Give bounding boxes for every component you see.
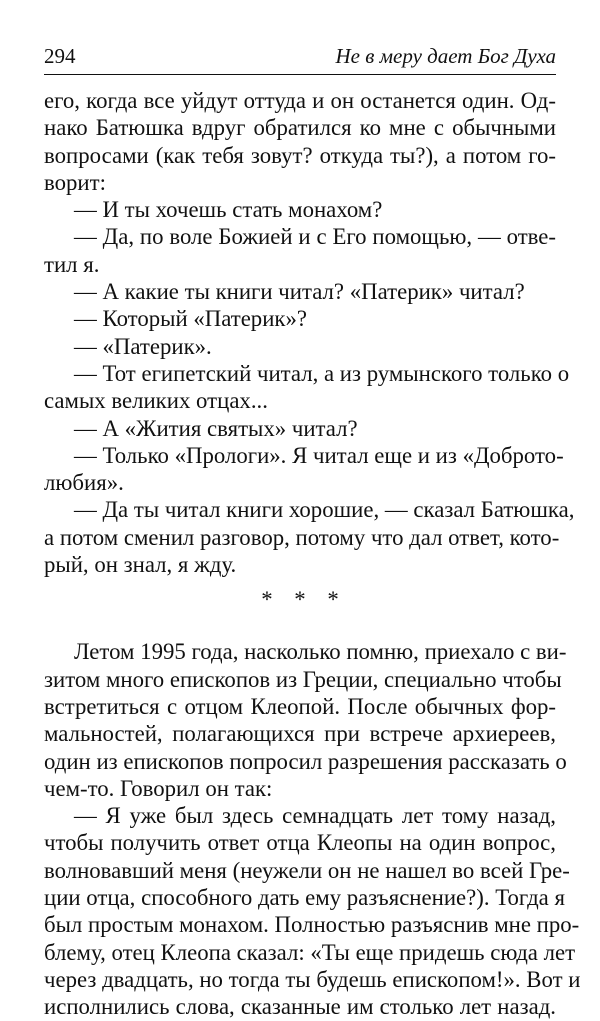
body-text — [44, 87, 581, 1021]
text-line: — И ты хочешь стать монахом? — [74, 197, 383, 223]
section-separator: * * * — [261, 587, 347, 613]
text-line: — Тот египетский читал, а из румынского только о — [74, 360, 570, 386]
text-line: — Который «Патерик»? — [74, 306, 307, 332]
text-line: — Да ты читал книги хорошие, — сказал Батюшка, — [74, 497, 575, 523]
text-line: волновавший меня (неужели он не нашел во всей Гре- — [44, 857, 570, 883]
text-line: блему, отец Клеопа сказал: «Ты еще придешь сюда лет — [44, 939, 576, 965]
text-line: а потом сменил разговор, потому что дал ответ, кото- — [44, 524, 560, 550]
text-line: чтобы получить ответ отца Клеопы на один вопрос, — [44, 830, 556, 856]
text-line: тил я. — [44, 251, 100, 277]
text-line: — А «Жития святых» читал? — [74, 415, 358, 441]
text-line: — Я уже был здесь семнадцать лет тому назад, — [74, 803, 556, 829]
text-line: мальностей, полагающихся при встрече архиереев, — [44, 721, 556, 747]
text-line: через двадцать, но тогда ты будешь епископом!». Вот и — [44, 966, 581, 992]
text-line: рый, он знал, я жду. — [44, 552, 237, 578]
text-line: самых великих отцах... — [44, 388, 268, 414]
text-line: встретиться с отцом Клеопой. После обычных фор- — [44, 693, 556, 719]
text-line: исполнились слова, сказанные им столько лет назад. — [44, 994, 556, 1020]
text-line: — Только «Прологи». Я читал еще и из «Доброто- — [74, 442, 564, 468]
text-line: — А какие ты книги читал? «Патерик» читал? — [74, 279, 525, 305]
text-line: зитом много епископов из Греции, специально чтобы — [44, 666, 562, 692]
text-line: чем-то. Говорил он так: — [44, 775, 273, 801]
page-number: 294 — [44, 44, 76, 68]
text-line: любия». — [44, 470, 124, 496]
page-header — [44, 40, 556, 75]
running-title: Не в меру дает Бог Духа — [335, 44, 556, 68]
text-line: — «Патерик». — [74, 333, 212, 359]
text-line: один из епископов попросил разрешения рассказать о — [44, 748, 567, 774]
text-line: его, когда все уйдут оттуда и он останется один. Од- — [44, 88, 556, 113]
text-line: ции отца, способного дать ему разъяснение?). Тогда я — [44, 885, 565, 911]
text-line: ворит: — [44, 169, 106, 195]
text-line: нако Батюшка вдруг обратился ко мне с обычными — [44, 115, 556, 141]
text-line: — Да, по воле Божией и с Его помощью, — отве- — [74, 224, 556, 250]
text-line: вопросами (как тебя зовут? откуда ты?), а потом го- — [44, 142, 556, 168]
text-line: Летом 1995 года, насколько помню, приехало с ви- — [74, 639, 567, 665]
text-line: был простым монахом. Полностью разъяснив мне про- — [44, 912, 580, 938]
